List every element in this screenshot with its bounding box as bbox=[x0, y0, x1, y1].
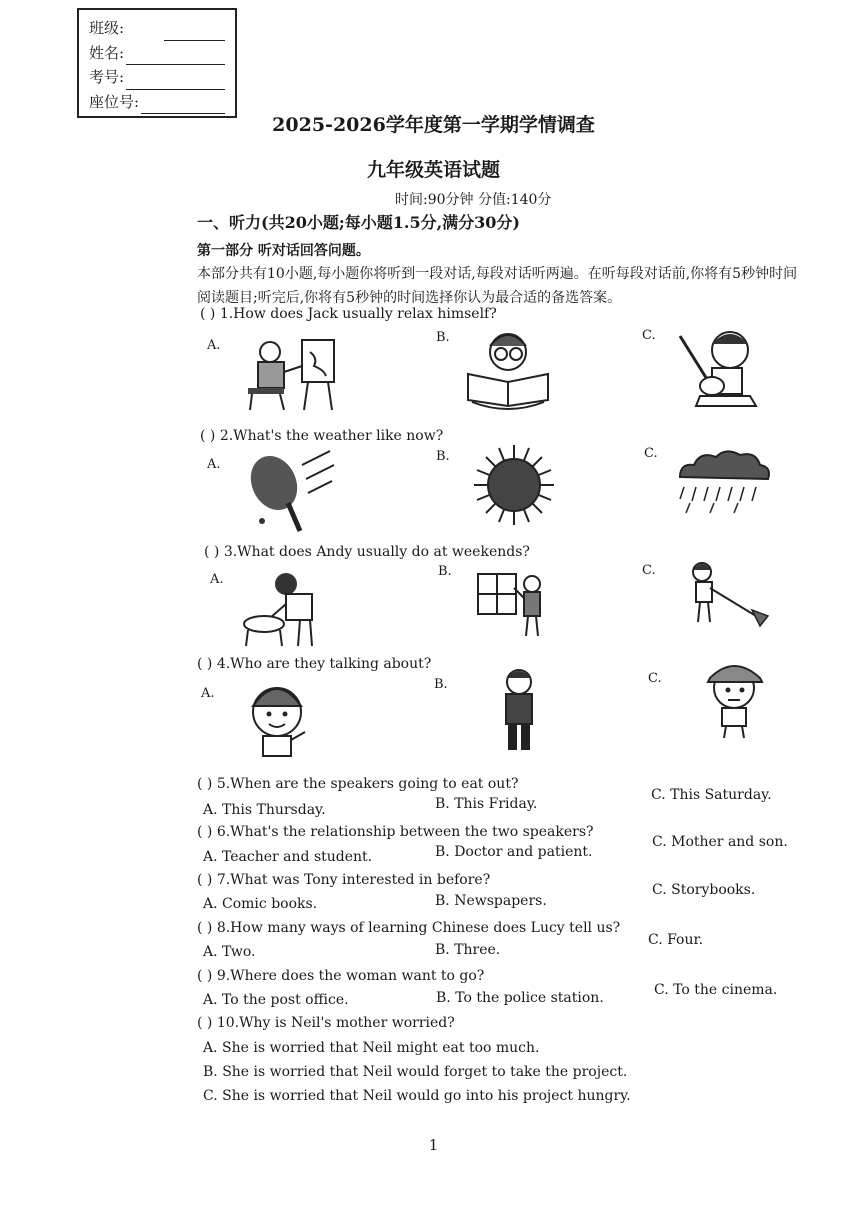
rainy-picture bbox=[672, 447, 772, 517]
option-c: C. To the cinema. bbox=[654, 982, 778, 998]
question-1: ( ) 1.How does Jack usually relax himself? bbox=[200, 306, 497, 322]
exam-meta: 时间:90分钟 分值:140分 bbox=[395, 192, 552, 208]
painting-picture bbox=[240, 330, 340, 415]
windy-picture bbox=[242, 445, 338, 533]
class-blank[interactable] bbox=[164, 24, 225, 41]
sweeping-picture bbox=[680, 560, 770, 628]
option-label-b: B. bbox=[436, 449, 450, 464]
option-label-c: C. bbox=[642, 328, 656, 343]
option-b: B. Doctor and patient. bbox=[435, 844, 593, 860]
question-10: ( ) 10.Why is Neil's mother worried? bbox=[197, 1015, 455, 1031]
option-label-c: C. bbox=[648, 671, 662, 686]
washing-clothes-picture bbox=[240, 570, 324, 648]
exam-no-label: 考号: bbox=[89, 68, 125, 86]
option-b: B. Three. bbox=[435, 942, 501, 958]
option-c: C. Mother and son. bbox=[652, 834, 788, 850]
option-label-b: B. bbox=[436, 330, 450, 345]
class-label: 班级: bbox=[89, 19, 125, 37]
option-a: A. Two. bbox=[203, 944, 256, 960]
page-number: 1 bbox=[428, 1136, 439, 1154]
exam-subtitle: 九年级英语试题 bbox=[366, 159, 500, 181]
option-label-a: A. bbox=[207, 457, 221, 472]
exam-no-blank[interactable] bbox=[126, 73, 225, 90]
option-b: B. To the police station. bbox=[436, 990, 604, 1006]
exam-title: 2025-2026学年度第一学期学情调查 bbox=[272, 114, 595, 136]
option-c: C. She is worried that Neil would go into his project hungry. bbox=[203, 1088, 631, 1104]
student-info-box bbox=[77, 8, 237, 118]
part-heading: 第一部分 听对话回答问题。 bbox=[197, 243, 370, 259]
name-blank[interactable] bbox=[126, 48, 225, 65]
seat-label: 座位号: bbox=[89, 92, 140, 111]
question-8: ( ) 8.How many ways of learning Chinese does Lucy tell us? bbox=[197, 920, 621, 936]
question-2: ( ) 2.What's the weather like now? bbox=[200, 428, 444, 444]
option-b: B. She is worried that Neil would forget to take the project. bbox=[203, 1064, 628, 1080]
option-b: B. This Friday. bbox=[435, 796, 538, 812]
sunny-picture bbox=[472, 443, 556, 527]
name-label: 姓名: bbox=[89, 43, 125, 62]
option-label-a: A. bbox=[210, 572, 224, 587]
option-a: A. Comic books. bbox=[203, 896, 318, 912]
question-3: ( ) 3.What does Andy usually do at weekends? bbox=[204, 544, 530, 560]
option-label-b: B. bbox=[438, 564, 452, 579]
option-c: C. This Saturday. bbox=[651, 787, 772, 803]
question-4: ( ) 4.Who are they talking about? bbox=[197, 656, 432, 672]
boy-in-hat-picture bbox=[700, 660, 766, 740]
option-a: A. To the post office. bbox=[203, 992, 349, 1008]
guitar-picture bbox=[660, 326, 760, 410]
option-label-c: C. bbox=[644, 446, 658, 461]
option-c: C. Four. bbox=[648, 932, 704, 948]
option-label-b: B. bbox=[434, 677, 448, 692]
man-with-glasses-picture bbox=[494, 666, 544, 754]
instructions: 本部分共有10小题,每小题你将听到一段对话,每段对话听两遍。在听每段对话前,你将有5秒钟时间阅读题目;听完后,你将有5秒钟的时间选择你认为最合适的备选答案。 bbox=[197, 266, 798, 306]
section-heading: 一、听力(共20小题;每小题1.5分,满分30分) bbox=[197, 213, 520, 232]
boy-with-cap-picture bbox=[247, 682, 313, 762]
option-label-a: A. bbox=[207, 338, 221, 353]
option-a: A. She is worried that Neil might eat too much. bbox=[203, 1040, 540, 1056]
option-a: A. Teacher and student. bbox=[203, 849, 373, 865]
option-c: C. Storybooks. bbox=[652, 882, 756, 898]
option-a: A. This Thursday. bbox=[203, 802, 326, 818]
option-b: B. Newspapers. bbox=[435, 893, 547, 909]
question-5: ( ) 5.When are the speakers going to eat out? bbox=[197, 776, 519, 792]
question-7: ( ) 7.What was Tony interested in before? bbox=[197, 872, 491, 888]
question-6: ( ) 6.What's the relationship between the two speakers? bbox=[197, 824, 594, 840]
option-label-c: C. bbox=[642, 563, 656, 578]
question-9: ( ) 9.Where does the woman want to go? bbox=[197, 968, 485, 984]
reading-picture bbox=[462, 328, 554, 412]
cleaning-window-picture bbox=[474, 570, 550, 640]
option-label-a: A. bbox=[201, 686, 215, 701]
